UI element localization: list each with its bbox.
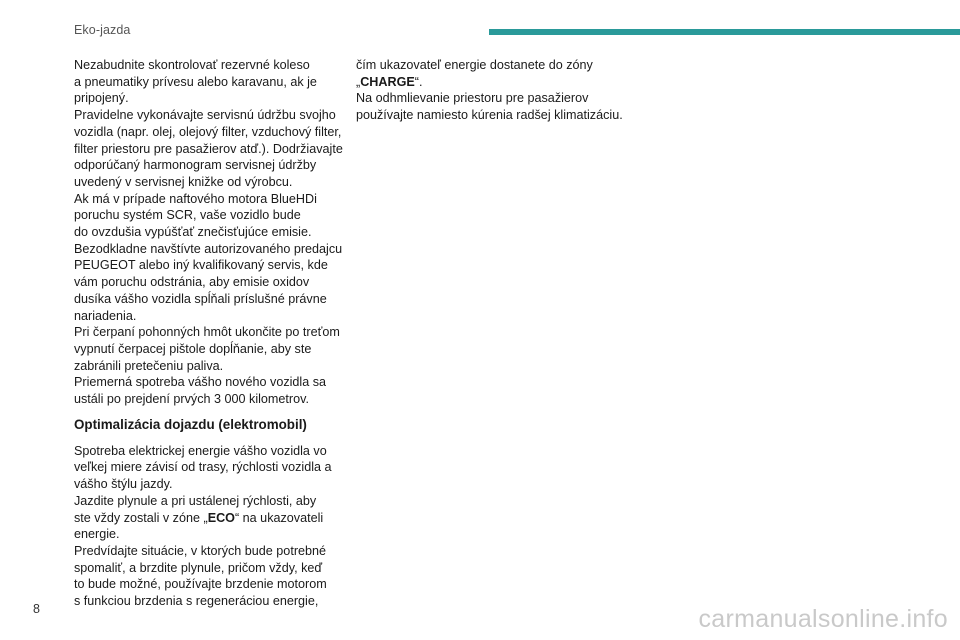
paragraph-consumption: Priemerná spotreba vášho nového vozidla sa ustáli po prejdení prvých 3 000 kilometrov. (74, 375, 327, 407)
left-column (74, 57, 342, 610)
paragraph-spare-wheel: Nezabudnite skontrolovať rezervné koleso a pneumatiky prívesu alebo karavanu, ak je pripojený. (74, 58, 317, 106)
paragraph-anticipation: Predvídajte situácie, v ktorých bude potrebné spomaliť, a brzdite plynule, pričom vždy, keď to bude možné, používajte brzdenie motorom s funkciou brzdenia s regeneráciou energie, (74, 543, 327, 609)
section-title: Eko-jazda (74, 23, 131, 37)
page-number: 8 (33, 602, 40, 616)
header-accent-bar (489, 29, 960, 35)
eco-label: ECO (207, 510, 235, 525)
paragraph-charge-zone: čím ukazovateľ energie dostanete do zóny „CHARGE“. (356, 58, 593, 89)
paragraph-eco-zone: Jazdite plynule a pri ustálenej rýchlosti, aby ste vždy zostali v zóne „ECO“ na ukazovateli energie. (74, 493, 324, 542)
paragraph-ev-consumption: Spotreba elektrickej energie vášho vozidla vo veľkej miere závisí od trasy, rýchlosti vozidla a vášho štýlu jazdy. (74, 443, 332, 492)
right-column (356, 57, 656, 124)
paragraph-refuelling: Pri čerpaní pohonných hmôt ukončite po treťom vypnutí čerpacej pištole dopĺňanie, aby ste zabránili pretečeniu paliva. (74, 325, 340, 373)
watermark: carmanualsonline.info (698, 605, 948, 633)
paragraph-demisting: Na odhmlievanie priestoru pre pasažierov používajte namiesto kúrenia radšej klimatizáciu. (356, 91, 623, 123)
section-heading: Optimalizácia dojazdu (elektromobil) (74, 416, 307, 432)
charge-label: CHARGE (360, 74, 415, 89)
paragraph-scr-system: Ak má v prípade naftového motora BlueHDi poruchu systém SCR, vaše vozidlo bude do ovzdušia vypúšťať znečisťujúce emisie. Bezodkladne navštívte autorizovaného predajcu PEUGEOT alebo iný kvalifikovaný servis, kde vám poruchu odstránia, aby emisie oxidov dusíka vášho vozidla spĺňali príslušné právne nariadenia. (74, 191, 343, 323)
paragraph-maintenance: Pravidelne vykonávajte servisnú údržbu svojho vozidla (napr. olej, olejový filter, vzduchový filter, filter priestoru pre pasažierov atď.). Dodržiavajte odporúčaný harmonogram servisnej údržby uvedený v servisnej knižke od výrobcu. (74, 108, 343, 189)
